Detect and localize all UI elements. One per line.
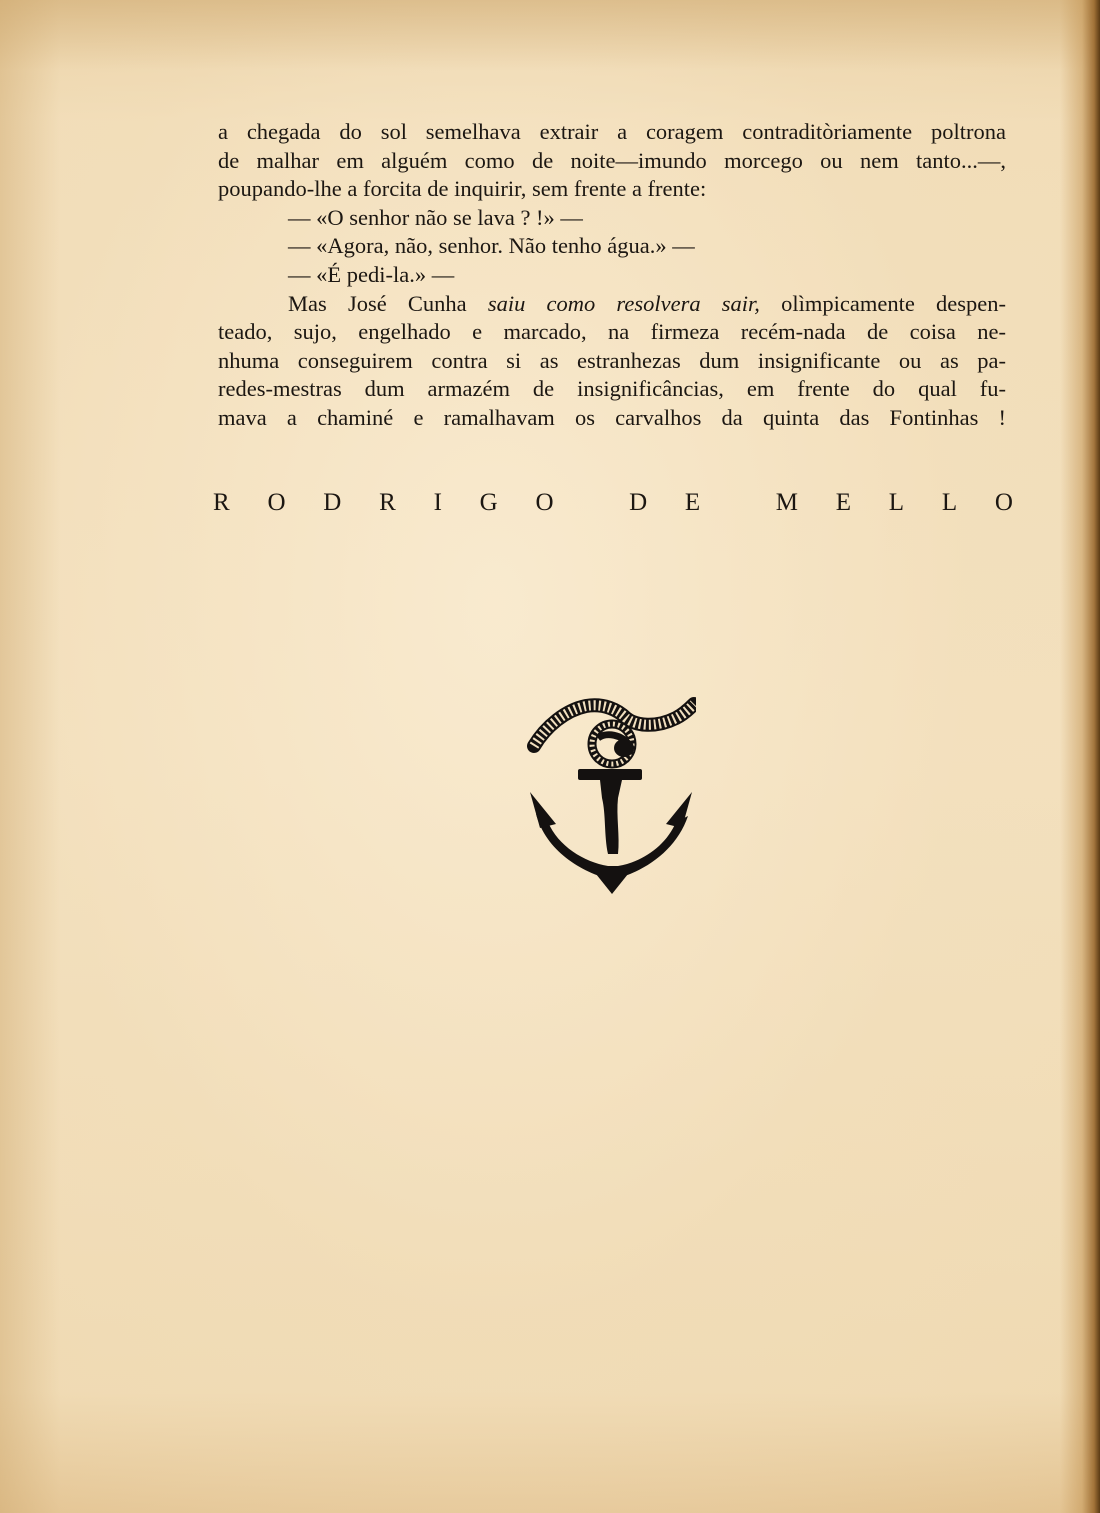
body-text	[218, 118, 1006, 433]
page-aging-left	[0, 0, 60, 1513]
signature-letter: O	[994, 489, 1013, 516]
signature-letter: D	[323, 489, 342, 516]
anchor-with-rope-icon	[526, 696, 696, 896]
signature-letter: I	[433, 489, 442, 516]
author-signature	[213, 489, 1013, 517]
dialogue-line: — «É pedi-la.» —	[288, 261, 455, 287]
text-line: redes-mestras dum armazém de insignificâncias, em frente do qual fu-	[218, 376, 1006, 402]
text-line: mava a chaminé e ramalhavam os carvalhos da quinta das Fontinhas !	[218, 404, 1006, 430]
page-aging-top	[0, 0, 1100, 70]
signature-letter: G	[479, 489, 498, 516]
signature-letter: D	[629, 489, 648, 516]
text-line: a chegada do sol semelhava extrair a coragem contraditòriamente poltrona	[218, 119, 1006, 144]
text-line: teado, sujo, engelhado e marcado, na firmeza recém-nada de coisa ne-	[218, 319, 1006, 345]
signature-letter: E	[835, 489, 851, 516]
signature-letter: E	[684, 489, 701, 516]
signature-letter: L	[941, 489, 958, 516]
dialogue-line: — «Agora, não, senhor. Não tenho água.» —	[288, 233, 695, 259]
text-run: olìmpicamente despen-	[759, 290, 1006, 316]
signature-letter: L	[888, 489, 905, 516]
dialogue-line: — «O senhor não se lava ? !» —	[288, 204, 583, 230]
italic-run: saiu como resolvera sair,	[487, 290, 760, 316]
signature-letter: O	[267, 489, 286, 516]
signature-letter: M	[775, 489, 798, 516]
text-run: Mas José Cunha	[288, 290, 488, 316]
signature-letter: R	[213, 489, 230, 516]
text-line: de malhar em alguém como de noite—imundo morcego ou nem tanto...—,	[218, 147, 1006, 173]
page-aging-right	[1060, 0, 1100, 1513]
paragraph-first-line	[218, 290, 1006, 319]
text-line: poupando-lhe a forcita de inquirir, sem frente a frente:	[218, 176, 707, 202]
signature-letter: O	[535, 489, 554, 516]
text-line: nhuma conseguirem contra si as estranhezas dum insignificante ou as pa-	[218, 347, 1006, 373]
signature-letter: R	[379, 489, 396, 516]
